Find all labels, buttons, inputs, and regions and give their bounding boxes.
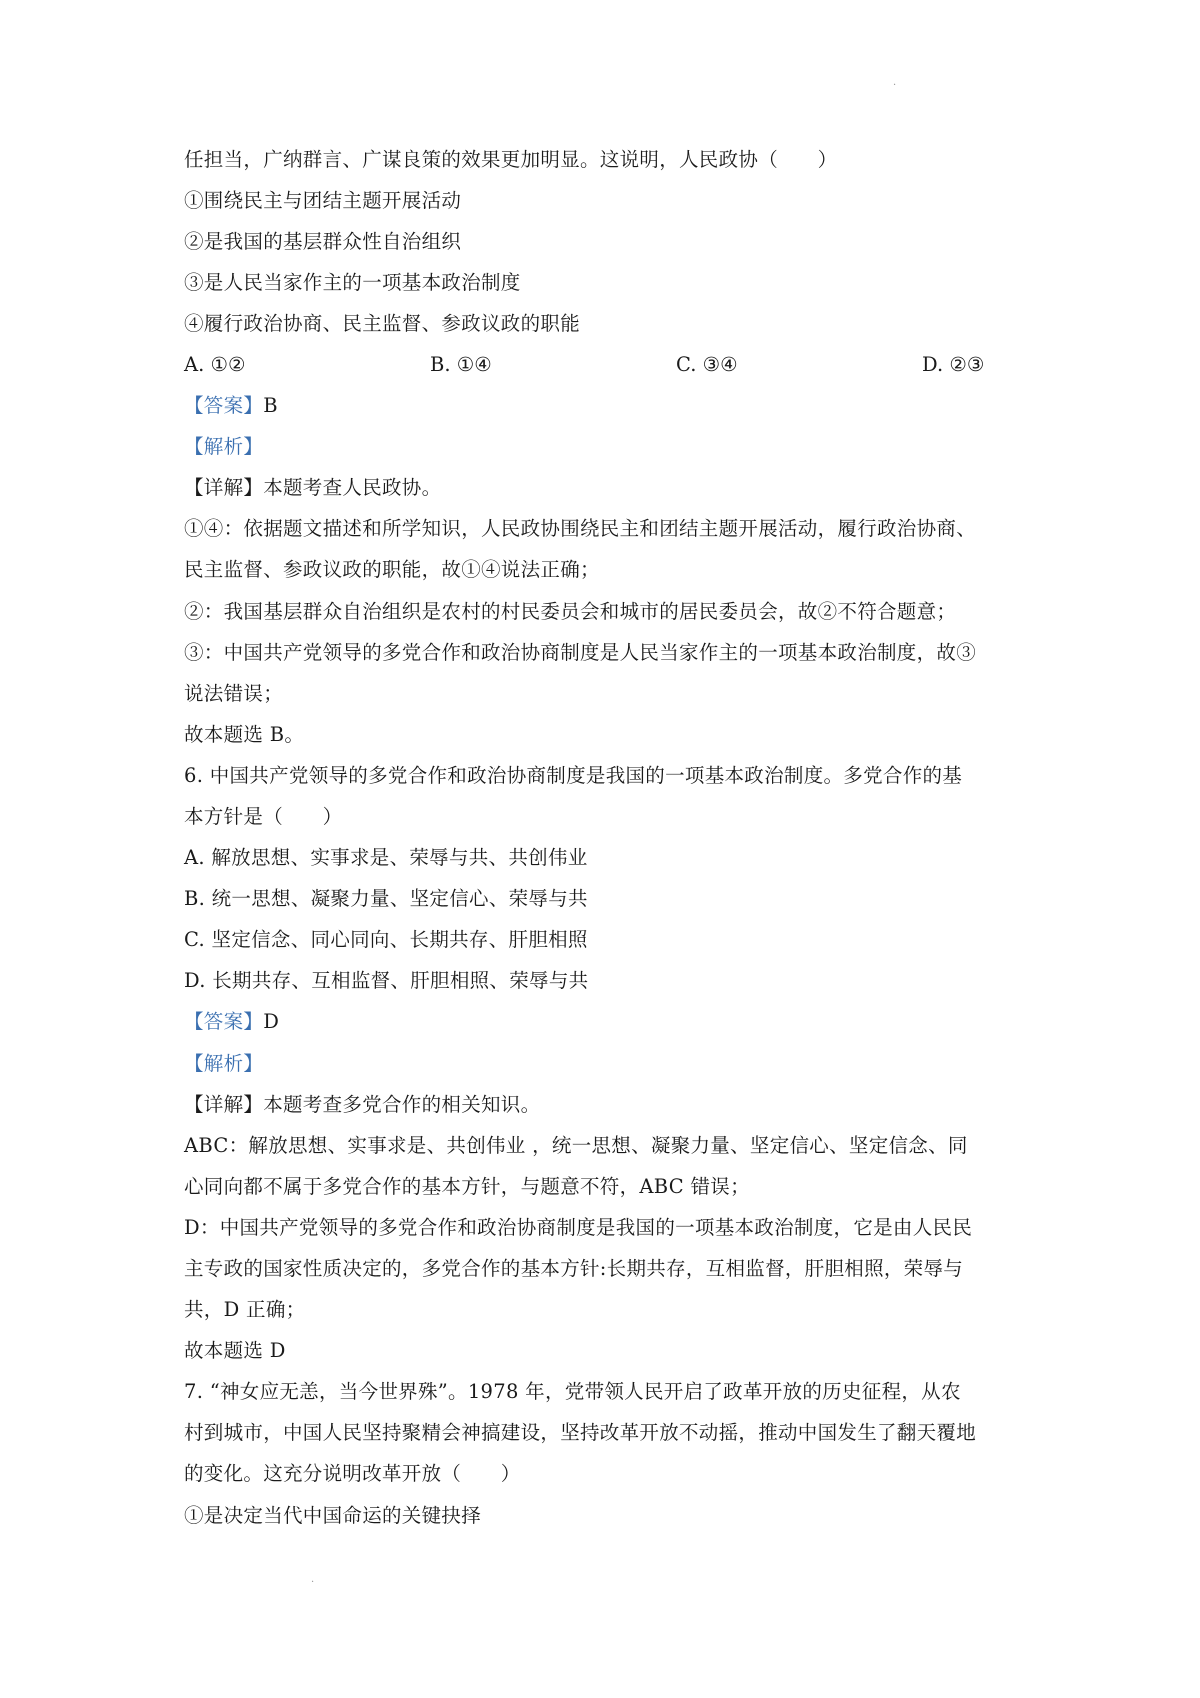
answer-value: B [263, 394, 278, 417]
text-line: D：中国共产党领导的多党合作和政治协商制度是我国的一项基本政治制度，它是由人民民 [184, 1216, 973, 1239]
question-6-stem-cont: 本方针是（ ） [184, 805, 343, 828]
q6-option-a: A. 解放思想、实事求是、荣辱与共、共创伟业 [184, 846, 588, 869]
q5-answer [184, 394, 278, 418]
q6-option-c: C. 坚定信念、同心同向、长期共存、肝胆相照 [184, 928, 588, 951]
text-line: 民主监督、参政议政的职能，故①④说法正确； [184, 558, 600, 581]
text-line: 心同向都不属于多党合作的基本方针，与题意不符，ABC 错误； [184, 1175, 750, 1198]
question-7-stem-cont: 的变化。这充分说明改革开放（ ） [184, 1462, 521, 1485]
text-line: 故本题选 B。 [184, 723, 305, 746]
answer-tag: 【答案】 [184, 394, 264, 417]
text-line: 说法错误； [184, 682, 284, 705]
top-mark: · [893, 80, 897, 91]
q5-option-b: B. ①④ [430, 353, 492, 376]
q5-detail-heading: 【详解】本题考查人民政协。 [184, 476, 442, 499]
q6-option-d: D. 长期共存、互相监督、肝胆相照、荣辱与共 [184, 969, 589, 992]
text-line: ①④：依据题文描述和所学知识，人民政协围绕民主和团结主题开展活动，履行政治协商、 [184, 517, 977, 540]
option-statement-3: ③是人民当家作主的一项基本政治制度 [184, 271, 521, 294]
q6-option-b: B. 统一思想、凝聚力量、坚定信心、荣辱与共 [184, 887, 588, 910]
text-line: ABC：解放思想、实事求是、共创伟业 ，统一思想、凝聚力量、坚定信心、坚定信念、同 [184, 1134, 968, 1157]
q5-option-d: D. ②③ [922, 353, 985, 376]
text-line: ③：中国共产党领导的多党合作和政治协商制度是人民当家作主的一项基本政治制度，故③ [184, 641, 977, 664]
q6-answer [184, 1010, 279, 1034]
q5-option-c: C. ③④ [676, 353, 738, 376]
option-statement-2: ②是我国的基层群众性自治组织 [184, 230, 462, 253]
text-line: 故本题选 D [184, 1339, 286, 1362]
q6-analysis-tag: 【解析】 [184, 1052, 264, 1075]
q6-detail-heading: 【详解】本题考查多党合作的相关知识。 [184, 1093, 541, 1116]
text-line: 任担当，广纳群言、广谋良策的效果更加明显。这说明，人民政协（ ） [184, 148, 838, 171]
question-7-stem-cont: 村到城市，中国人民坚持聚精会神搞建设，坚持改革开放不动摇，推动中国发生了翻天覆地 [184, 1421, 977, 1444]
question-7-stem: 7. “神女应无恙，当今世界殊”。1978 年，党带领人民开启了政革开放的历史征程，从农 [184, 1380, 961, 1403]
answer-value: D [263, 1010, 280, 1033]
q5-analysis-tag: 【解析】 [184, 435, 264, 458]
option-statement-4: ④履行政治协商、民主监督、参政议政的职能 [184, 312, 581, 335]
text-line: ②：我国基层群众自治组织是农村的村民委员会和城市的居民委员会，故②不符合题意； [184, 600, 957, 623]
question-6-stem: 6. 中国共产党领导的多党合作和政治协商制度是我国的一项基本政治制度。多党合作的基 [184, 764, 963, 787]
option-statement-1: ①围绕民主与团结主题开展活动 [184, 189, 462, 212]
text-line: 共，D 正确； [184, 1298, 306, 1321]
text-line: 主专政的国家性质决定的，多党合作的基本方针:长期共存，互相监督，肝胆相照，荣辱与 [184, 1257, 964, 1280]
answer-tag: 【答案】 [184, 1010, 264, 1033]
q5-option-a: A. ①② [184, 353, 246, 376]
q7-statement-1: ①是决定当代中国命运的关键抉择 [184, 1504, 482, 1527]
bottom-mark: · [311, 1577, 315, 1588]
